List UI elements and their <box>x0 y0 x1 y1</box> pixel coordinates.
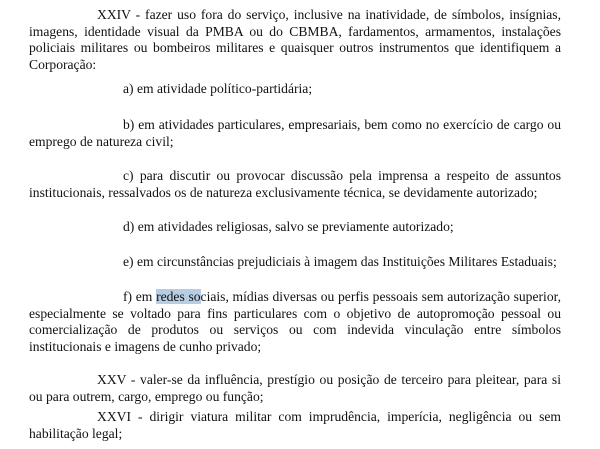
paragraph-e: e) em circunstâncias prejudiciais à imagem das Instituições Militares Estaduais; <box>123 254 557 269</box>
paragraph-d: d) em atividades religiosas, salvo se previamente autorizado; <box>123 219 454 234</box>
paragraph-xxiv: XXIV - fazer uso fora do serviço, inclusive na inatividade, de símbolos, insígnias, imagens, identidade visual da PMBA ou do CBMBA, fardamentos, armamentos, instalações policiais militares ou bombeiros militares e quaisquer outros instrumentos que identifiquem a Corporação: <box>29 7 561 72</box>
paragraph-c: c) para discutir ou provocar discussão pela imprensa a respeito de assuntos institucionais, ressalvados os de natureza exclusivamente técnica, se devidamente autorizado; <box>29 168 561 200</box>
paragraph-f-start: f) em <box>123 289 157 304</box>
paragraph-a: a) em atividade político-partidária; <box>123 81 313 96</box>
paragraph-f-rest: ciais, mídias diversas ou perfis pessoais sem autorização superior, especialmente se voltado para fins particulares com o objetivo de autopromoção pessoal ou comercialização de produtos ou serviços ou com indevida vinculação entre símbolos institucionais e imagens de cunho privado; <box>29 289 561 354</box>
paragraph-b: b) em atividades particulares, empresariais, bem como no exercício de cargo ou emprego de natureza civil; <box>29 117 561 149</box>
paragraph-xxvi: XXVI - dirigir viatura militar com imprudência, imperícia, negligência ou sem habilitação legal; <box>29 409 561 441</box>
text-selection-highlight[interactable]: redes so <box>156 289 201 304</box>
paragraph-xxv: XXV - valer-se da influência, prestígio ou posição de terceiro para pleitear, para si ou para outrem, cargo, emprego ou função; <box>29 372 561 404</box>
paragraph-f <box>29 289 561 355</box>
